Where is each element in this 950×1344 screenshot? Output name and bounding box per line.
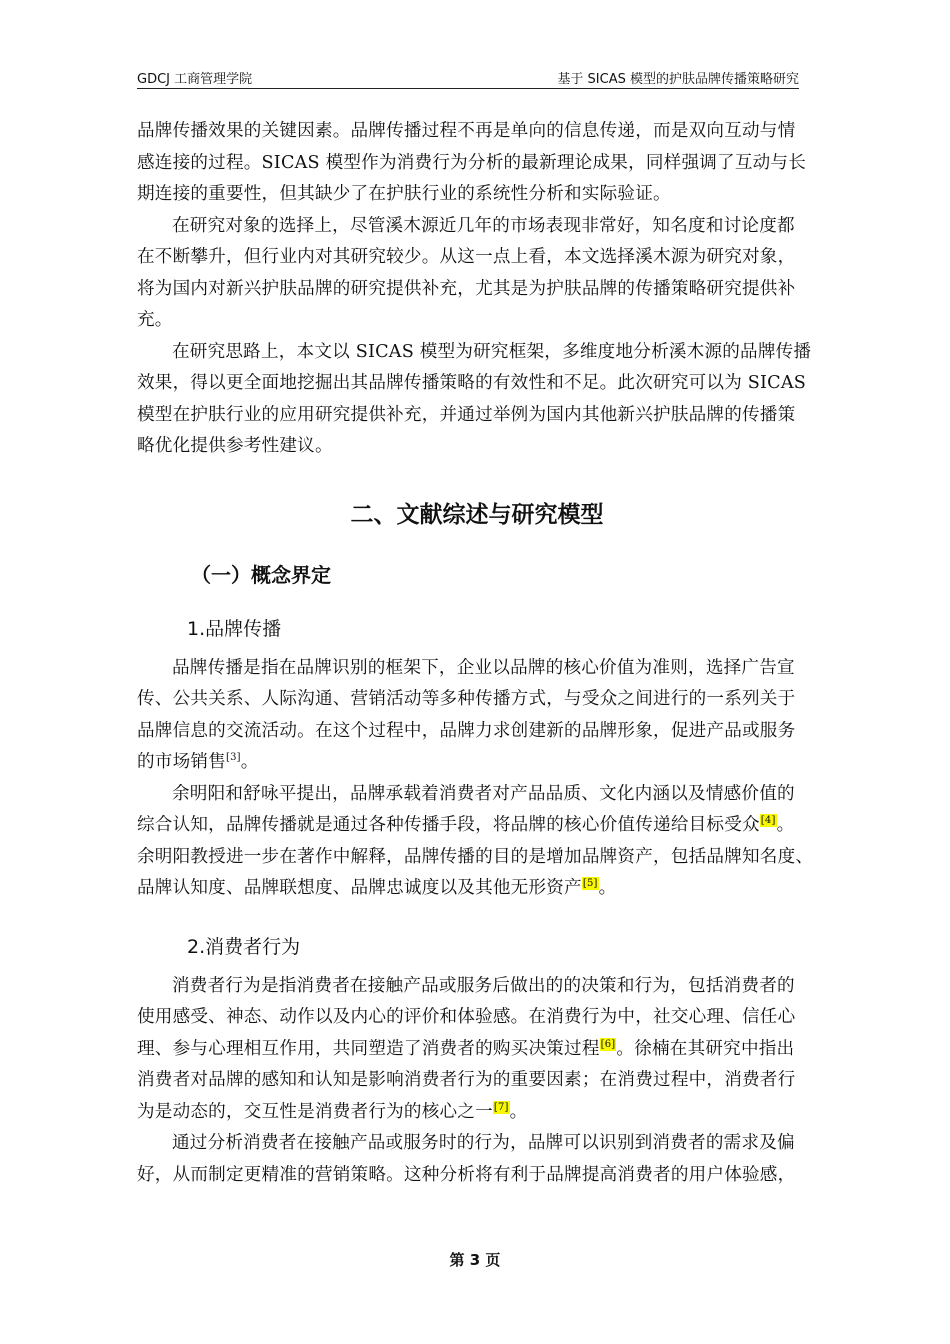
text-line: 感连接的过程。SICAS 模型作为消费行为分析的最新理论成果，同样强调了互动与长 xyxy=(137,152,807,173)
text-line: 消费者行为是指消费者在接触产品或服务后做出的的决策和行为，包括消费者的 xyxy=(172,975,795,996)
text-line: 模型在护肤行业的应用研究提供补充，并通过举例为国内其他新兴护肤品牌的传播策 xyxy=(137,404,796,425)
text-fragment: 。 xyxy=(240,752,259,772)
citation-ref[interactable]: [3] xyxy=(225,752,241,764)
text-line: 将为国内对新兴护肤品牌的研究提供补充，尤其是为护肤品牌的传播策略研究提供补 xyxy=(137,278,796,299)
text-line: 余明阳教授进一步在著作中解释，品牌传播的目的是增加品牌资产，包括品牌知名度、 xyxy=(137,846,814,867)
text-fragment: 的市场销售 xyxy=(137,752,226,772)
page-body xyxy=(137,116,857,1191)
citation-ref[interactable]: [7] xyxy=(493,1101,509,1113)
header-right: 基于 SICAS 模型的护肤品牌传播策略研究 xyxy=(557,72,799,87)
text-line: 充。 xyxy=(137,310,173,330)
citation-ref[interactable]: [6] xyxy=(600,1038,616,1050)
text-line xyxy=(137,1034,857,1066)
text-line: 期连接的重要性，但其缺少了在护肤行业的系统性分析和实际验证。 xyxy=(137,184,671,204)
text-line: 好，从而制定更精准的营销策略。这种分析将有利于品牌提高消费者的用户体验感， xyxy=(137,1164,796,1185)
text-fragment: 品牌认知度、品牌联想度、品牌忠诚度以及其他无形资产 xyxy=(137,878,582,898)
text-fragment: 。 xyxy=(598,878,617,898)
text-line: 传、公共关系、人际沟通、营销活动等多种传播方式，与受众之间进行的一系列关于 xyxy=(137,689,796,709)
text-line: 使用感受、神态、动作以及内心的评价和体验感。在消费行为中，社交心理、信任心 xyxy=(137,1007,796,1027)
paragraph-7 xyxy=(137,1128,857,1191)
citation-ref[interactable]: [4] xyxy=(760,815,776,827)
text-line: 品牌信息的交流活动。在这个过程中，品牌力求创建新的品牌形象，促进产品或服务 xyxy=(137,720,796,741)
text-line: 在研究对象的选择上，尽管溪木源近几年的市场表现非常好，知名度和讨论度都 xyxy=(172,215,795,236)
subsubsection-heading-consumer: 2.消费者行为 xyxy=(187,935,301,958)
text-line xyxy=(137,747,857,779)
page-number: 第 3 页 xyxy=(449,1251,501,1269)
text-line: 消费者对品牌的感知和认知是影响消费者行为的重要因素；在消费过程中，消费者行 xyxy=(137,1070,796,1090)
text-line: 在不断攀升，但行业内对其研究较少。从这一点上看，本文选择溪木源为研究对象， xyxy=(137,247,796,267)
text-fragment: 为是动态的，交互性是消费者行为的核心之一 xyxy=(137,1101,493,1122)
text-line: 在研究思路上，本文以 SICAS 模型为研究框架，多维度地分析溪木源的品牌传播 xyxy=(172,341,812,362)
text-fragment: 综合认知，品牌传播就是通过各种传播手段，将品牌的核心价值传递给目标受众 xyxy=(137,815,760,835)
text-line: 通过分析消费者在接触产品或服务时的行为，品牌可以识别到消费者的需求及偏 xyxy=(172,1133,795,1153)
text-fragment: 。徐楠在其研究中指出 xyxy=(616,1038,795,1059)
text-fragment: 理、参与心理相互作用，共同塑造了消费者的购买决策过程 xyxy=(137,1038,600,1059)
paragraph-2 xyxy=(137,211,857,337)
section-heading: 二、文献综述与研究模型 xyxy=(350,501,604,528)
subsection-heading: （一）概念界定 xyxy=(191,562,331,587)
text-line: 品牌传播效果的关键因素。品牌传播过程不再是单向的信息传递，而是双向互动与情 xyxy=(137,121,796,141)
text-fragment: 。 xyxy=(776,815,795,835)
paragraph-5 xyxy=(137,779,857,905)
text-fragment: 。 xyxy=(509,1101,528,1122)
page-header xyxy=(137,64,799,89)
text-line xyxy=(137,1097,857,1129)
text-line: 效果，得以更全面地挖掘出其品牌传播策略的有效性和不足。此次研究可以为 SICAS xyxy=(137,373,807,393)
paragraph-3 xyxy=(137,337,857,463)
paragraph-1 xyxy=(137,116,857,211)
text-line xyxy=(137,810,857,842)
header-left: GDCJ 工商管理学院 xyxy=(137,72,253,87)
text-line: 余明阳和舒咏平提出，品牌承载着消费者对产品品质、文化内涵以及情感价值的 xyxy=(172,783,795,804)
text-line xyxy=(137,873,857,905)
paragraph-4 xyxy=(137,653,857,779)
text-line: 略优化提供参考性建议。 xyxy=(137,436,333,456)
paragraph-6 xyxy=(137,971,857,1129)
subsubsection-heading-brand: 1.品牌传播 xyxy=(187,617,282,640)
text-line: 品牌传播是指在品牌识别的框架下，企业以品牌的核心价值为准则，选择广告宣 xyxy=(172,657,795,678)
citation-ref[interactable]: [5] xyxy=(582,878,598,890)
